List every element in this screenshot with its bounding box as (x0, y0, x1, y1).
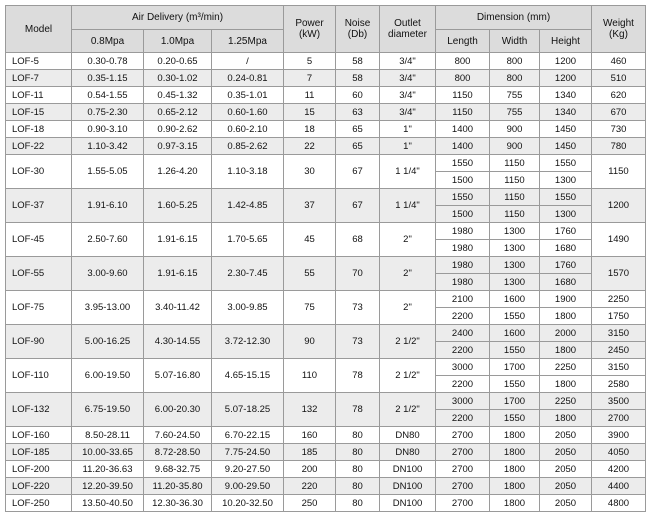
air-delivery-125: 0.60-2.10 (212, 121, 284, 138)
length-cell: 2200 (436, 410, 490, 427)
height-cell: 1800 (540, 376, 592, 393)
model-cell: LOF-7 (6, 70, 72, 87)
air-delivery-08: 1.55-5.05 (72, 155, 144, 189)
weight-cell: 1570 (592, 257, 646, 291)
model-cell: LOF-37 (6, 189, 72, 223)
header-power (284, 6, 336, 53)
air-delivery-10: 11.20-35.80 (144, 478, 212, 495)
width-cell: 1150 (490, 172, 540, 189)
air-delivery-10: 7.60-24.50 (144, 427, 212, 444)
width-cell: 1600 (490, 325, 540, 342)
table-row (6, 495, 646, 512)
air-delivery-08: 8.50-28.11 (72, 427, 144, 444)
width-cell: 1700 (490, 393, 540, 410)
power-cell: 90 (284, 325, 336, 359)
table-row (6, 155, 646, 172)
width-cell: 1150 (490, 206, 540, 223)
length-cell: 2400 (436, 325, 490, 342)
noise-cell: 80 (336, 444, 380, 461)
width-cell: 800 (490, 70, 540, 87)
width-cell: 1800 (490, 478, 540, 495)
outlet-cell: 2" (380, 223, 436, 257)
outlet-cell: 3/4" (380, 53, 436, 70)
header-power-line1: Power (295, 18, 324, 29)
air-delivery-125: / (212, 53, 284, 70)
power-cell: 110 (284, 359, 336, 393)
power-cell: 7 (284, 70, 336, 87)
model-cell: LOF-30 (6, 155, 72, 189)
width-cell: 1300 (490, 274, 540, 291)
outlet-cell: DN100 (380, 495, 436, 512)
length-cell: 1550 (436, 155, 490, 172)
noise-cell: 67 (336, 189, 380, 223)
table-row (6, 359, 646, 376)
air-delivery-125: 1.42-4.85 (212, 189, 284, 223)
width-cell: 1550 (490, 342, 540, 359)
table-row (6, 70, 646, 87)
noise-cell: 80 (336, 427, 380, 444)
weight-cell: 3500 (592, 393, 646, 410)
model-cell: LOF-250 (6, 495, 72, 512)
power-cell: 11 (284, 87, 336, 104)
outlet-cell: 3/4" (380, 70, 436, 87)
air-delivery-10: 1.91-6.15 (144, 223, 212, 257)
air-delivery-125: 1.70-5.65 (212, 223, 284, 257)
header-outlet (380, 6, 436, 53)
length-cell: 2700 (436, 427, 490, 444)
air-delivery-10: 1.26-4.20 (144, 155, 212, 189)
air-delivery-08: 0.90-3.10 (72, 121, 144, 138)
width-cell: 1550 (490, 410, 540, 427)
noise-cell: 80 (336, 461, 380, 478)
height-cell: 1300 (540, 206, 592, 223)
table-row (6, 121, 646, 138)
noise-cell: 73 (336, 291, 380, 325)
weight-cell: 1490 (592, 223, 646, 257)
height-cell: 2250 (540, 393, 592, 410)
height-cell: 2050 (540, 427, 592, 444)
air-delivery-08: 2.50-7.60 (72, 223, 144, 257)
air-delivery-08: 6.00-19.50 (72, 359, 144, 393)
width-cell: 1150 (490, 155, 540, 172)
width-cell: 1800 (490, 495, 540, 512)
header-weight (592, 6, 646, 53)
air-delivery-10: 0.30-1.02 (144, 70, 212, 87)
model-cell: LOF-22 (6, 138, 72, 155)
model-cell: LOF-15 (6, 104, 72, 121)
header-air-delivery: Air Delivery (m³/min) (72, 6, 284, 30)
length-cell: 1500 (436, 206, 490, 223)
width-cell: 1300 (490, 223, 540, 240)
noise-cell: 58 (336, 53, 380, 70)
air-delivery-10: 0.20-0.65 (144, 53, 212, 70)
power-cell: 250 (284, 495, 336, 512)
header-weight-line1: Weight (603, 18, 634, 29)
outlet-cell: 3/4" (380, 87, 436, 104)
outlet-cell: 2 1/2" (380, 359, 436, 393)
air-delivery-10: 0.97-3.15 (144, 138, 212, 155)
table-row (6, 53, 646, 70)
table-row (6, 257, 646, 274)
power-cell: 18 (284, 121, 336, 138)
height-cell: 1200 (540, 70, 592, 87)
outlet-cell: 2" (380, 257, 436, 291)
air-delivery-08: 0.54-1.55 (72, 87, 144, 104)
air-delivery-125: 9.20-27.50 (212, 461, 284, 478)
width-cell: 800 (490, 53, 540, 70)
air-delivery-10: 1.60-5.25 (144, 189, 212, 223)
length-cell: 2700 (436, 444, 490, 461)
header-model: Model (6, 6, 72, 53)
spec-table (5, 5, 646, 512)
air-delivery-10: 6.00-20.30 (144, 393, 212, 427)
power-cell: 5 (284, 53, 336, 70)
air-delivery-08: 3.95-13.00 (72, 291, 144, 325)
air-delivery-125: 0.35-1.01 (212, 87, 284, 104)
header-pressure-125: 1.25Mpa (212, 30, 284, 53)
table-row (6, 427, 646, 444)
noise-cell: 65 (336, 138, 380, 155)
model-cell: LOF-18 (6, 121, 72, 138)
header-outlet-line1: Outlet (394, 18, 421, 29)
air-delivery-08: 5.00-16.25 (72, 325, 144, 359)
noise-cell: 70 (336, 257, 380, 291)
table-row (6, 104, 646, 121)
model-cell: LOF-5 (6, 53, 72, 70)
air-delivery-08: 0.30-0.78 (72, 53, 144, 70)
outlet-cell: DN80 (380, 427, 436, 444)
weight-cell: 4800 (592, 495, 646, 512)
length-cell: 1400 (436, 138, 490, 155)
height-cell: 1340 (540, 104, 592, 121)
weight-cell: 620 (592, 87, 646, 104)
length-cell: 1980 (436, 257, 490, 274)
header-height: Height (540, 30, 592, 53)
table-row (6, 444, 646, 461)
air-delivery-10: 8.72-28.50 (144, 444, 212, 461)
weight-cell: 1150 (592, 155, 646, 189)
table-row (6, 87, 646, 104)
outlet-cell: DN100 (380, 478, 436, 495)
noise-cell: 67 (336, 155, 380, 189)
power-cell: 200 (284, 461, 336, 478)
header-power-line2: (kW) (298, 29, 321, 40)
noise-cell: 78 (336, 359, 380, 393)
table-row (6, 223, 646, 240)
noise-cell: 58 (336, 70, 380, 87)
model-cell: LOF-110 (6, 359, 72, 393)
power-cell: 55 (284, 257, 336, 291)
table-row (6, 393, 646, 410)
header-width: Width (490, 30, 540, 53)
length-cell: 2100 (436, 291, 490, 308)
outlet-cell: 1" (380, 121, 436, 138)
width-cell: 1700 (490, 359, 540, 376)
width-cell: 1150 (490, 189, 540, 206)
model-cell: LOF-160 (6, 427, 72, 444)
width-cell: 1300 (490, 257, 540, 274)
weight-cell: 4050 (592, 444, 646, 461)
height-cell: 1900 (540, 291, 592, 308)
air-delivery-10: 0.90-2.62 (144, 121, 212, 138)
model-cell: LOF-45 (6, 223, 72, 257)
weight-cell: 4200 (592, 461, 646, 478)
weight-cell: 2580 (592, 376, 646, 393)
width-cell: 1800 (490, 427, 540, 444)
weight-cell: 3150 (592, 325, 646, 342)
noise-cell: 80 (336, 478, 380, 495)
length-cell: 1150 (436, 104, 490, 121)
air-delivery-08: 0.75-2.30 (72, 104, 144, 121)
outlet-cell: 2" (380, 291, 436, 325)
power-cell: 30 (284, 155, 336, 189)
air-delivery-125: 0.24-0.81 (212, 70, 284, 87)
air-delivery-10: 1.91-6.15 (144, 257, 212, 291)
outlet-cell: 1 1/4" (380, 189, 436, 223)
air-delivery-125: 0.60-1.60 (212, 104, 284, 121)
width-cell: 755 (490, 87, 540, 104)
air-delivery-10: 3.40-11.42 (144, 291, 212, 325)
length-cell: 1150 (436, 87, 490, 104)
height-cell: 1300 (540, 172, 592, 189)
length-cell: 1980 (436, 274, 490, 291)
height-cell: 1450 (540, 121, 592, 138)
air-delivery-10: 0.45-1.32 (144, 87, 212, 104)
length-cell: 1980 (436, 223, 490, 240)
weight-cell: 670 (592, 104, 646, 121)
header-outlet-line2: diameter (388, 29, 427, 40)
air-delivery-08: 11.20-36.63 (72, 461, 144, 478)
power-cell: 15 (284, 104, 336, 121)
height-cell: 1800 (540, 410, 592, 427)
noise-cell: 60 (336, 87, 380, 104)
length-cell: 3000 (436, 359, 490, 376)
weight-cell: 730 (592, 121, 646, 138)
header-weight-line2: (Kg) (609, 29, 628, 40)
model-cell: LOF-11 (6, 87, 72, 104)
outlet-cell: 3/4" (380, 104, 436, 121)
width-cell: 1300 (490, 240, 540, 257)
width-cell: 1600 (490, 291, 540, 308)
model-cell: LOF-75 (6, 291, 72, 325)
width-cell: 1800 (490, 461, 540, 478)
air-delivery-125: 5.07-18.25 (212, 393, 284, 427)
noise-cell: 63 (336, 104, 380, 121)
height-cell: 1760 (540, 223, 592, 240)
header-noise-line1: Noise (344, 18, 371, 29)
weight-cell: 1750 (592, 308, 646, 325)
model-cell: LOF-55 (6, 257, 72, 291)
table-row (6, 461, 646, 478)
width-cell: 1550 (490, 308, 540, 325)
air-delivery-125: 1.10-3.18 (212, 155, 284, 189)
air-delivery-10: 9.68-32.75 (144, 461, 212, 478)
table-row (6, 291, 646, 308)
power-cell: 185 (284, 444, 336, 461)
height-cell: 1550 (540, 155, 592, 172)
model-cell: LOF-90 (6, 325, 72, 359)
weight-cell: 3150 (592, 359, 646, 376)
air-delivery-125: 7.75-24.50 (212, 444, 284, 461)
power-cell: 45 (284, 223, 336, 257)
outlet-cell: 1" (380, 138, 436, 155)
air-delivery-125: 3.72-12.30 (212, 325, 284, 359)
header-noise (336, 6, 380, 53)
height-cell: 1680 (540, 240, 592, 257)
height-cell: 1340 (540, 87, 592, 104)
length-cell: 800 (436, 70, 490, 87)
air-delivery-08: 12.20-39.50 (72, 478, 144, 495)
width-cell: 755 (490, 104, 540, 121)
air-delivery-08: 1.91-6.10 (72, 189, 144, 223)
air-delivery-10: 0.65-2.12 (144, 104, 212, 121)
weight-cell: 510 (592, 70, 646, 87)
weight-cell: 4400 (592, 478, 646, 495)
noise-cell: 65 (336, 121, 380, 138)
power-cell: 220 (284, 478, 336, 495)
length-cell: 2200 (436, 342, 490, 359)
height-cell: 2050 (540, 444, 592, 461)
model-cell: LOF-132 (6, 393, 72, 427)
width-cell: 1550 (490, 376, 540, 393)
air-delivery-10: 5.07-16.80 (144, 359, 212, 393)
width-cell: 1800 (490, 444, 540, 461)
weight-cell: 780 (592, 138, 646, 155)
noise-cell: 78 (336, 393, 380, 427)
length-cell: 1500 (436, 172, 490, 189)
weight-cell: 2450 (592, 342, 646, 359)
air-delivery-125: 6.70-22.15 (212, 427, 284, 444)
outlet-cell: 2 1/2" (380, 325, 436, 359)
model-cell: LOF-200 (6, 461, 72, 478)
length-cell: 3000 (436, 393, 490, 410)
length-cell: 1400 (436, 121, 490, 138)
height-cell: 2000 (540, 325, 592, 342)
noise-cell: 68 (336, 223, 380, 257)
header-length: Length (436, 30, 490, 53)
table-row (6, 138, 646, 155)
power-cell: 37 (284, 189, 336, 223)
height-cell: 1680 (540, 274, 592, 291)
air-delivery-08: 1.10-3.42 (72, 138, 144, 155)
model-cell: LOF-185 (6, 444, 72, 461)
air-delivery-125: 9.00-29.50 (212, 478, 284, 495)
header-dimension: Dimension (mm) (436, 6, 592, 30)
weight-cell: 460 (592, 53, 646, 70)
power-cell: 22 (284, 138, 336, 155)
power-cell: 75 (284, 291, 336, 325)
length-cell: 800 (436, 53, 490, 70)
weight-cell: 2250 (592, 291, 646, 308)
outlet-cell: 1 1/4" (380, 155, 436, 189)
noise-cell: 80 (336, 495, 380, 512)
height-cell: 2050 (540, 495, 592, 512)
height-cell: 2050 (540, 461, 592, 478)
length-cell: 2700 (436, 478, 490, 495)
width-cell: 900 (490, 138, 540, 155)
height-cell: 2050 (540, 478, 592, 495)
length-cell: 2700 (436, 461, 490, 478)
height-cell: 1760 (540, 257, 592, 274)
outlet-cell: 2 1/2" (380, 393, 436, 427)
air-delivery-125: 3.00-9.85 (212, 291, 284, 325)
power-cell: 160 (284, 427, 336, 444)
length-cell: 1550 (436, 189, 490, 206)
height-cell: 2250 (540, 359, 592, 376)
header-pressure-10: 1.0Mpa (144, 30, 212, 53)
air-delivery-08: 6.75-19.50 (72, 393, 144, 427)
height-cell: 1550 (540, 189, 592, 206)
air-delivery-125: 10.20-32.50 (212, 495, 284, 512)
weight-cell: 1200 (592, 189, 646, 223)
table-row (6, 189, 646, 206)
height-cell: 1200 (540, 53, 592, 70)
table-body (6, 53, 646, 512)
air-delivery-125: 0.85-2.62 (212, 138, 284, 155)
air-delivery-125: 2.30-7.45 (212, 257, 284, 291)
air-delivery-10: 12.30-36.30 (144, 495, 212, 512)
model-cell: LOF-220 (6, 478, 72, 495)
outlet-cell: DN80 (380, 444, 436, 461)
width-cell: 900 (490, 121, 540, 138)
length-cell: 1980 (436, 240, 490, 257)
header-noise-line2: (Db) (347, 29, 368, 40)
table-row (6, 478, 646, 495)
table-header (6, 6, 646, 53)
weight-cell: 3900 (592, 427, 646, 444)
air-delivery-08: 0.35-1.15 (72, 70, 144, 87)
height-cell: 1800 (540, 308, 592, 325)
table-row (6, 325, 646, 342)
air-delivery-08: 10.00-33.65 (72, 444, 144, 461)
length-cell: 2200 (436, 376, 490, 393)
length-cell: 2700 (436, 495, 490, 512)
weight-cell: 2700 (592, 410, 646, 427)
height-cell: 1450 (540, 138, 592, 155)
air-delivery-10: 4.30-14.55 (144, 325, 212, 359)
power-cell: 132 (284, 393, 336, 427)
height-cell: 1800 (540, 342, 592, 359)
length-cell: 2200 (436, 308, 490, 325)
outlet-cell: DN100 (380, 461, 436, 478)
noise-cell: 73 (336, 325, 380, 359)
air-delivery-125: 4.65-15.15 (212, 359, 284, 393)
air-delivery-08: 13.50-40.50 (72, 495, 144, 512)
air-delivery-08: 3.00-9.60 (72, 257, 144, 291)
header-pressure-08: 0.8Mpa (72, 30, 144, 53)
